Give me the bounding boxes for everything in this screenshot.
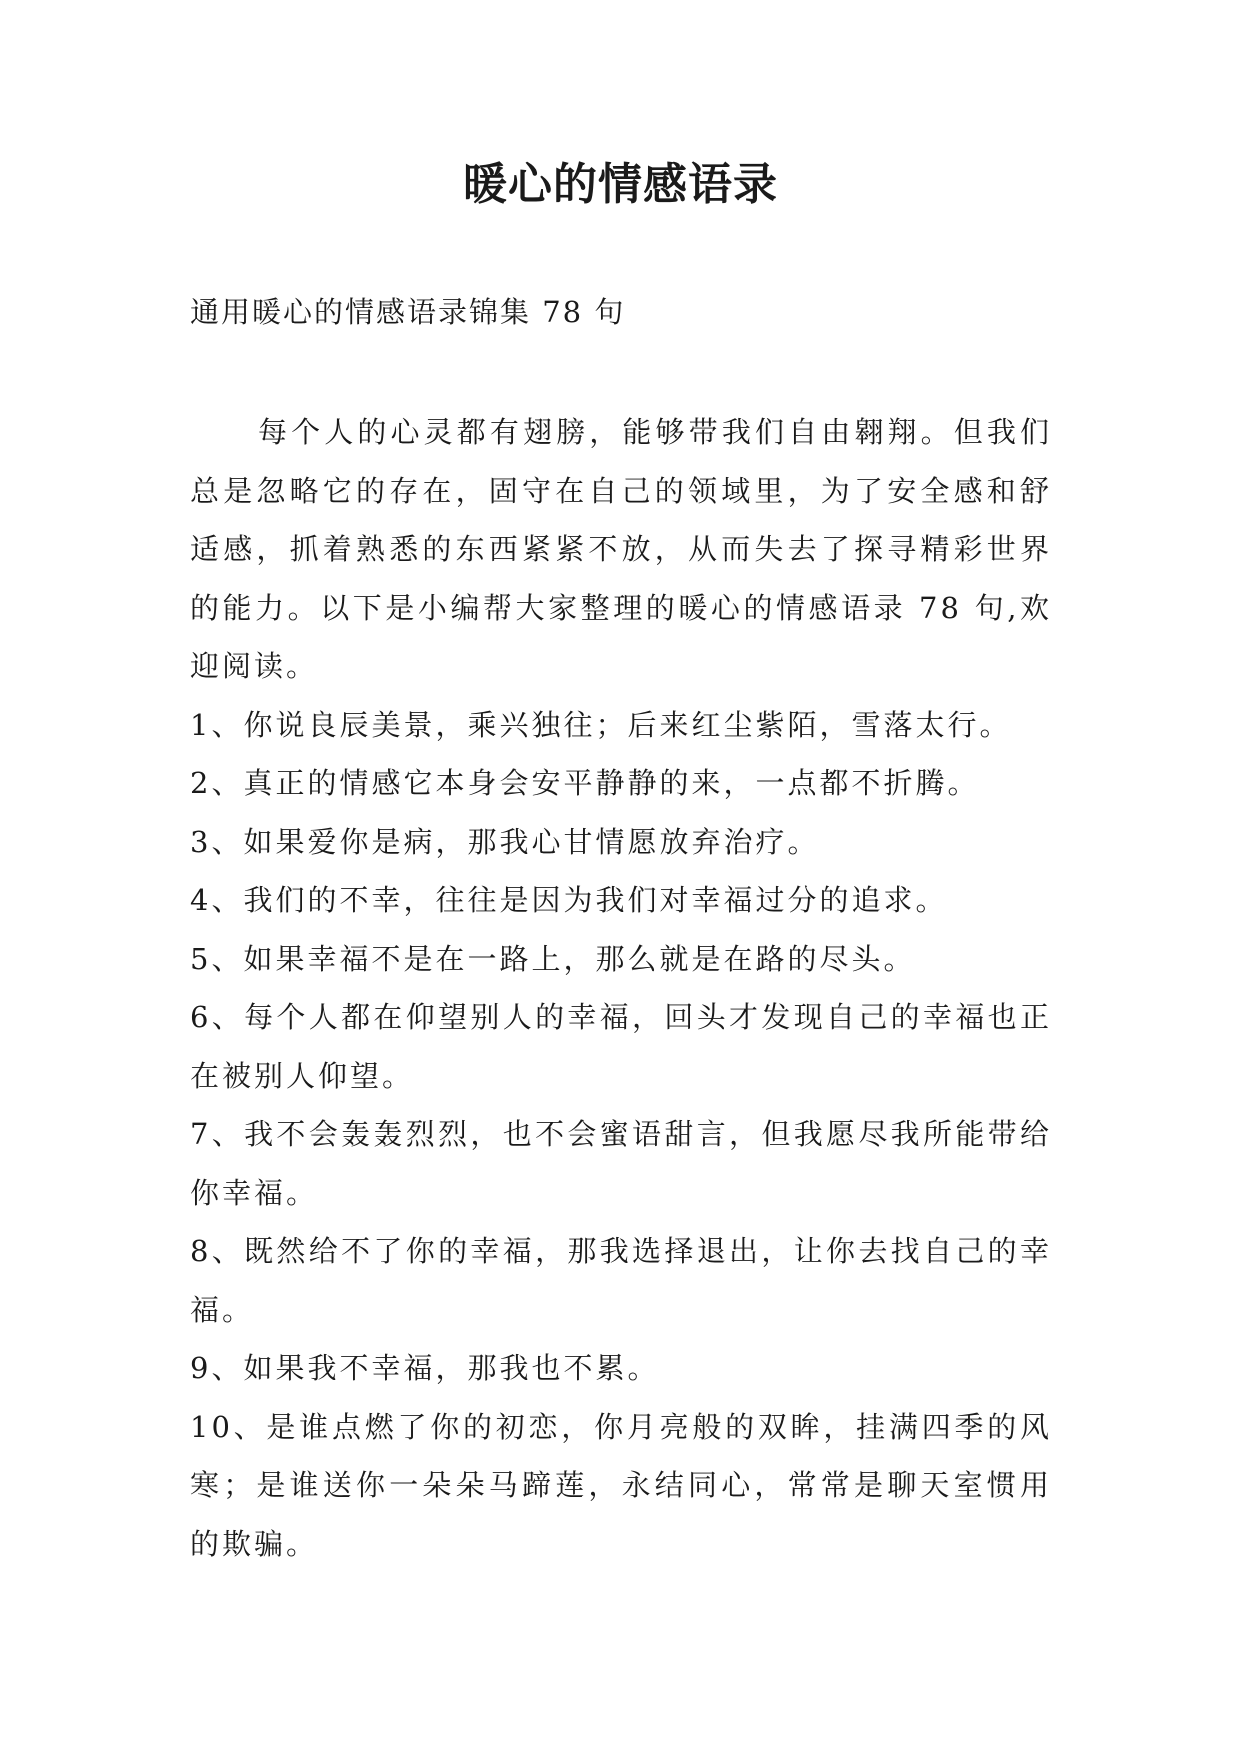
quote-item: 5、如果幸福不是在一路上，那么就是在路的尽头。 (190, 941, 916, 976)
document-body (190, 403, 1052, 1573)
quote-item: 2、真正的情感它本身会安平静静的来，一点都不折腾。 (190, 766, 980, 800)
quote-item: 10、是谁点燃了你的初恋，你月亮般的双眸，挂满四季的风寒；是谁送你一朵朵马蹄莲，永结同心，常常是聊天室惯用的欺骗。 (190, 1409, 1052, 1561)
quote-item: 4、我们的不幸，往往是因为我们对幸福过分的追求。 (190, 883, 948, 917)
intro-paragraph: 每个人的心灵都有翅膀，能够带我们自由翱翔。但我们总是忽略它的存在，固守在自己的领域里，为了安全感和舒适感，抓着熟悉的东西紧紧不放，从而失去了探寻精彩世界的能力。以下是小编帮大家整理的暖心的情感语录 78 句,欢迎阅读。 (190, 415, 1052, 683)
quote-item: 8、既然给不了你的幸福，那我选择退出，让你去找自己的幸福。 (190, 1234, 1052, 1327)
document-title: 暖心的情感语录 (463, 159, 778, 210)
quote-item: 7、我不会轰轰烈烈，也不会蜜语甜言，但我愿尽我所能带给你幸福。 (190, 1117, 1052, 1210)
document-subtitle: 通用暖心的情感语录锦集 78 句 (190, 295, 626, 329)
quote-item: 6、每个人都在仰望别人的幸福，回头才发现自己的幸福也正在被别人仰望。 (190, 1000, 1052, 1093)
quote-item: 3、如果爱你是病，那我心甘情愿放弃治疗。 (190, 824, 820, 859)
quote-item: 1、你说良辰美景，乘兴独往；后来红尘紫陌，雪落太行。 (190, 707, 1012, 742)
quote-item: 9、如果我不幸福，那我也不累。 (190, 1351, 660, 1385)
